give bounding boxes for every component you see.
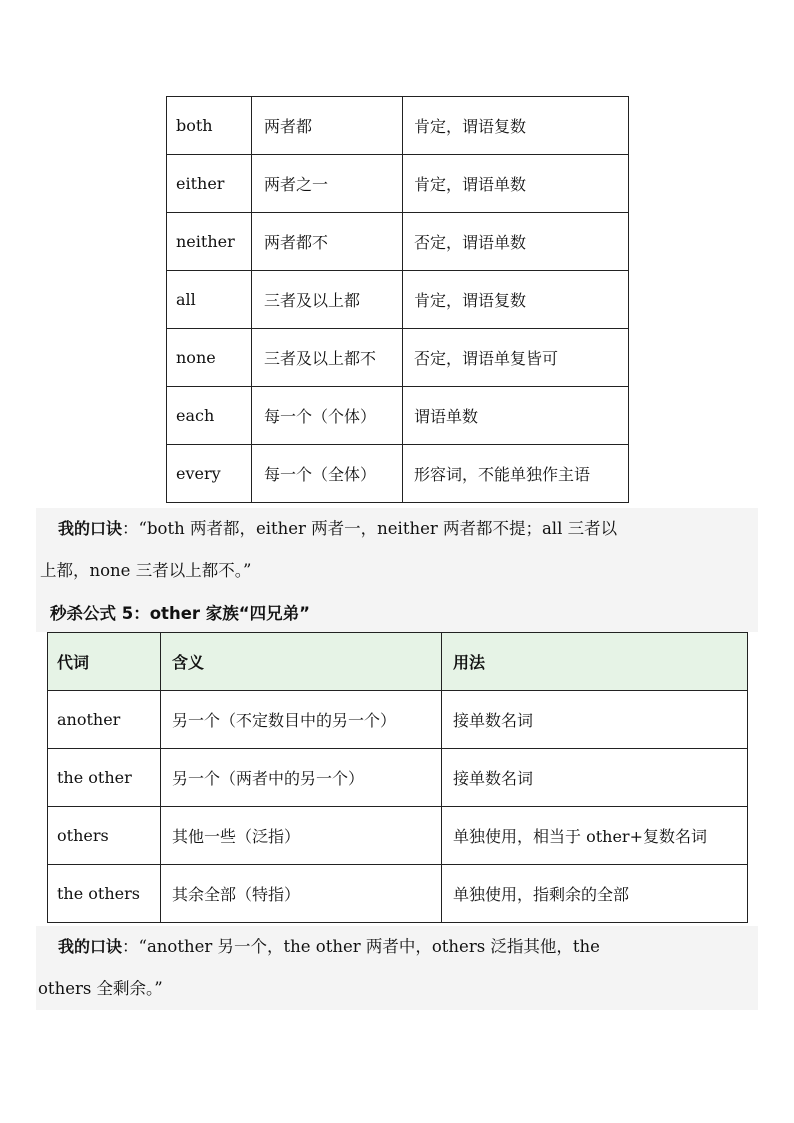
- column-header-pronoun: 代词: [48, 633, 161, 691]
- table-cell-pronoun: another: [48, 691, 161, 749]
- table-header-row: [48, 633, 748, 691]
- section-title: 秒杀公式 5：other 家族“四兄弟”: [50, 604, 310, 623]
- table-cell-usage: 谓语单数: [403, 387, 629, 445]
- other-family-table: [47, 632, 748, 923]
- table-cell-word: both: [167, 97, 252, 155]
- table-cell-word: neither: [167, 213, 252, 271]
- table-cell-meaning: 另一个（两者中的另一个）: [161, 749, 442, 807]
- table-row: [48, 807, 748, 865]
- table-row: [167, 329, 629, 387]
- table-cell-usage: 肯定，谓语单数: [403, 155, 629, 213]
- table-cell-meaning: 两者都: [252, 97, 403, 155]
- table-cell-meaning: 三者及以上都不: [252, 329, 403, 387]
- table-cell-usage: 接单数名词: [442, 749, 748, 807]
- table-cell-word: every: [167, 445, 252, 503]
- table-cell-meaning: 两者之一: [252, 155, 403, 213]
- table-cell-usage: 肯定，谓语复数: [403, 97, 629, 155]
- table-row: [167, 97, 629, 155]
- table-cell-usage: 形容词，不能单独作主语: [403, 445, 629, 503]
- mnemonic-line: 上都，none 三者以上都不。”: [40, 561, 252, 580]
- table-cell-word: none: [167, 329, 252, 387]
- table-cell-pronoun: the other: [48, 749, 161, 807]
- mnemonic-text: ：“both 两者都，either 两者一，neither 两者都不提；all 三者以: [122, 519, 618, 538]
- mnemonic-label: 我的口诀: [58, 937, 123, 956]
- table-row: [48, 691, 748, 749]
- table-cell-usage: 肯定，谓语复数: [403, 271, 629, 329]
- mnemonic-box: [36, 508, 758, 592]
- table-row: [167, 387, 629, 445]
- mnemonic-box: [36, 926, 758, 1010]
- mnemonic-label: 我的口诀: [58, 519, 123, 538]
- mnemonic-line: [58, 926, 600, 968]
- table-cell-word: each: [167, 387, 252, 445]
- table-cell-meaning: 每一个（全体）: [252, 445, 403, 503]
- column-header-usage: 用法: [442, 633, 748, 691]
- table-cell-usage: 否定，谓语单数: [403, 213, 629, 271]
- table-row: [167, 271, 629, 329]
- table-row: [48, 865, 748, 923]
- table-cell-pronoun: others: [48, 807, 161, 865]
- table-cell-meaning: 每一个（个体）: [252, 387, 403, 445]
- table-cell-word: all: [167, 271, 252, 329]
- table-cell-usage: 单独使用，指剩余的全部: [442, 865, 748, 923]
- mnemonic-line: others 全剩余。”: [38, 979, 163, 998]
- column-header-meaning: 含义: [161, 633, 442, 691]
- table-cell-word: either: [167, 155, 252, 213]
- table-cell-pronoun: the others: [48, 865, 161, 923]
- table-row: [167, 155, 629, 213]
- table-cell-meaning: 其他一些（泛指）: [161, 807, 442, 865]
- table-row: [167, 445, 629, 503]
- section-heading: [36, 592, 758, 632]
- table-cell-usage: 单独使用，相当于 other+复数名词: [442, 807, 748, 865]
- table-row: [167, 213, 629, 271]
- mnemonic-line: [58, 508, 617, 550]
- table-cell-usage: 接单数名词: [442, 691, 748, 749]
- table-cell-meaning: 其余全部（特指）: [161, 865, 442, 923]
- table-row: [48, 749, 748, 807]
- mnemonic-text: ：“another 另一个，the other 两者中，others 泛指其他，the: [122, 937, 600, 956]
- table-cell-usage: 否定，谓语单复皆可: [403, 329, 629, 387]
- table-cell-meaning: 三者及以上都: [252, 271, 403, 329]
- table-cell-meaning: 两者都不: [252, 213, 403, 271]
- table-cell-meaning: 另一个（不定数目中的另一个）: [161, 691, 442, 749]
- determiner-table: [166, 96, 629, 503]
